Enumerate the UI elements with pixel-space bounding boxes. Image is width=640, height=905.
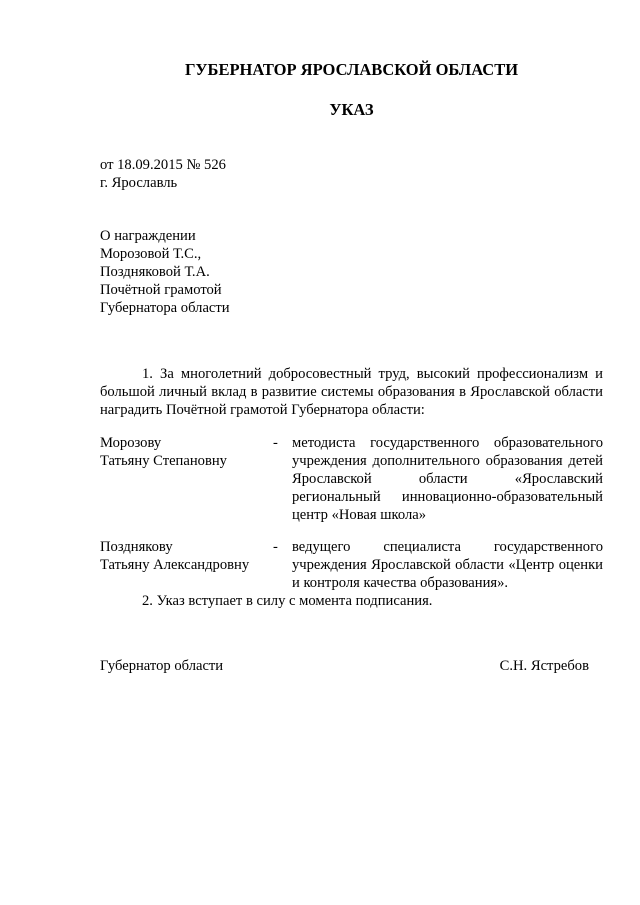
item-1-paragraph bbox=[100, 365, 603, 419]
signature-name: С.Н. Ястребов bbox=[499, 658, 589, 674]
awardee-description: ведущего специалиста государственного учреждения Ярославской области «Центр оценки и контроля качества образования». bbox=[292, 539, 603, 591]
subject-line: Поздняковой Т.А. bbox=[100, 264, 210, 280]
subject-line: Губернатора области bbox=[100, 300, 230, 316]
awardee-surname: Позднякову bbox=[100, 539, 173, 555]
awardee-surname: Морозову bbox=[100, 435, 162, 451]
item-1-text: За многолетний добросовестный труд, высокий профессионализм и большой личный вклад в развитие системы образования в Ярославской области наградить Почётной грамотой Губернатора области: bbox=[100, 366, 603, 418]
date-number: от 18.09.2015 № 526 bbox=[100, 157, 226, 173]
awardee-dash: - bbox=[273, 539, 278, 555]
city: г. Ярославль bbox=[100, 175, 178, 191]
subject-line: О награждении bbox=[100, 228, 196, 244]
subject-line: Морозовой Т.С., bbox=[100, 246, 202, 262]
org-title: ГУБЕРНАТОР ЯРОСЛАВСКОЙ ОБЛАСТИ bbox=[184, 60, 519, 79]
subject-line: Почётной грамотой bbox=[100, 282, 222, 298]
doc-type-title: УКАЗ bbox=[329, 100, 374, 119]
awardee-description: методиста государственного образовательного учреждения дополнительного образования детей Ярославской области «Ярославский региональный инновационно-образовательный центр «Новая школа» bbox=[292, 435, 603, 523]
awardee-given-name: Татьяну Степановну bbox=[100, 453, 227, 469]
item-1-number: 1. bbox=[142, 366, 153, 382]
item-2-paragraph: 2. Указ вступает в силу с момента подписания. bbox=[142, 593, 433, 609]
signature-position: Губернатор области bbox=[100, 658, 224, 674]
awardee-dash: - bbox=[273, 435, 278, 451]
awardee-given-name: Татьяну Александровну bbox=[100, 557, 250, 573]
